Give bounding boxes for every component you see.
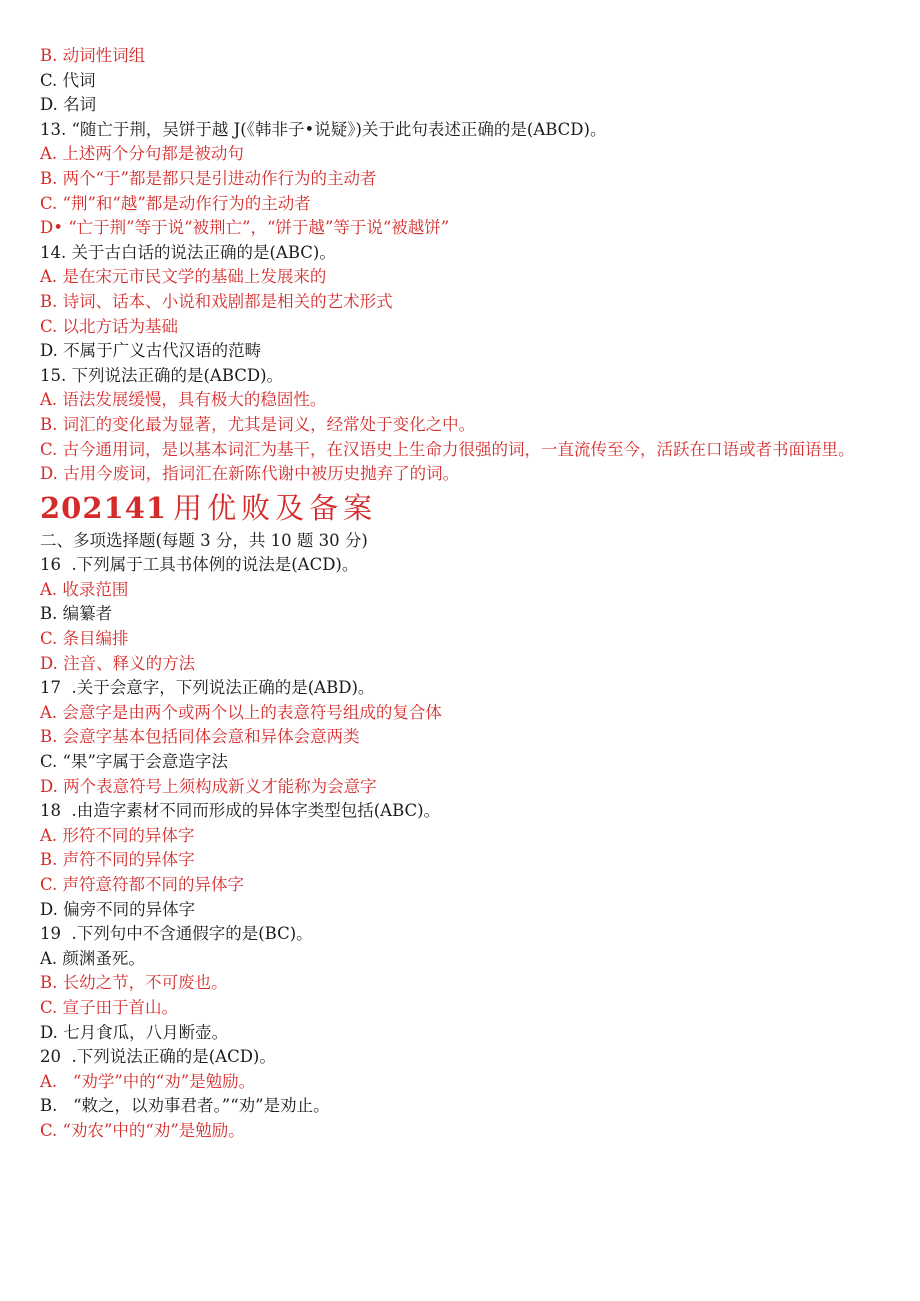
answer-option-line: D. 注音、释义的方法 bbox=[40, 653, 196, 673]
question-text-line: B. 编纂者 bbox=[40, 604, 113, 624]
question-text-line: 16 .下列属于工具书体例的说法是(ACD)。 bbox=[40, 555, 359, 575]
question-text-line: 14. 关于古白话的说法正确的是(ABC)。 bbox=[40, 242, 336, 262]
answer-option-line: B. 词汇的变化最为显著，尤其是词义，经常处于变化之中。 bbox=[40, 414, 476, 434]
answer-option-line: D. 两个表意符号上须构成新义才能称为会意字 bbox=[40, 776, 377, 796]
heading-number: 202141 bbox=[40, 490, 168, 525]
answer-option-line: C. 以北方话为基础 bbox=[40, 316, 179, 336]
question-text-line: 20 .下列说法正确的是(ACD)。 bbox=[40, 1047, 276, 1067]
answer-option-line: B. 会意字基本包括同体会意和异体会意两类 bbox=[40, 727, 360, 747]
answer-option-line: B. 动词性词组 bbox=[40, 46, 146, 65]
answer-option-line: A. 语法发展缓慢，具有极大的稳固性。 bbox=[40, 390, 327, 410]
answer-option-line: B. 两个“于”都是都只是引进动作行为的主动者 bbox=[40, 168, 377, 188]
answer-option-line: D. 古用今废词，指词汇在新陈代谢中被历史抛弃了的词。 bbox=[40, 464, 460, 484]
question-text-line: D. 名词 bbox=[40, 95, 97, 115]
answer-option-line: B. 长幼之节，不可废也。 bbox=[40, 973, 228, 993]
question-text-line: D. 偏旁不同的异体字 bbox=[40, 899, 196, 919]
question-block-lower bbox=[40, 529, 890, 1144]
question-text-line: 二、多项选择题(每题 3 分，共 10 题 30 分) bbox=[40, 530, 368, 550]
answer-option-line: A. 会意字是由两个或两个以上的表意符号组成的复合体 bbox=[40, 702, 442, 722]
answer-option-line: D• “亡于荆”等于说“被荆亡”，“饼于越”等于说“被越饼” bbox=[40, 218, 450, 238]
question-text-line: 19 .下列句中不含通假字的是(BC)。 bbox=[40, 924, 313, 944]
answer-option-line: C. 声符意符都不同的异体字 bbox=[40, 875, 245, 894]
heading-text: 用优败及备案 bbox=[173, 490, 378, 525]
question-text-line: 18 .由造字素材不同而形成的异体字类型包括(ABC)。 bbox=[40, 801, 441, 821]
answer-option-line: C. “荆”和“越”都是动作行为的主动者 bbox=[40, 193, 311, 213]
question-text-line: 17 .关于会意字，下列说法正确的是(ABD)。 bbox=[40, 678, 375, 698]
question-text-line: B. “敕之，以劝事君者。”“劝”是劝止。 bbox=[40, 1096, 330, 1116]
question-text-line: C. “果”字属于会意造字法 bbox=[40, 752, 228, 772]
section-heading bbox=[40, 489, 890, 529]
question-text-line: C. 代词 bbox=[40, 70, 96, 90]
answer-option-line: A. 是在宋元市民文学的基础上发展来的 bbox=[40, 267, 327, 287]
answer-option-line: C. “劝农”中的“劝”是勉励。 bbox=[40, 1120, 245, 1140]
document-page bbox=[40, 44, 890, 1144]
answer-option-line: B. 声符不同的异体字 bbox=[40, 850, 195, 870]
question-block-upper bbox=[40, 44, 890, 487]
question-text-line: 13. “随亡于荆，吴饼于越 J(《韩非子•说疑》)关于此句表述正确的是(ABCD)。 bbox=[40, 119, 607, 139]
question-text-line: D. 七月食瓜，八月断壶。 bbox=[40, 1022, 229, 1042]
answer-option-line: A. “劝学”中的“劝”是勉励。 bbox=[40, 1071, 256, 1091]
question-text-line: D. 不属于广义古代汉语的范畴 bbox=[40, 341, 262, 361]
answer-option-line: C. 宣子田于首山。 bbox=[40, 997, 179, 1017]
answer-option-line: C. 古今通用词，是以基本词汇为基干，在汉语史上生命力很强的词，一直流传至今，活跃在口语或者书面语里。 bbox=[40, 439, 855, 459]
question-text-line: A. 颜渊蚤死。 bbox=[40, 948, 145, 968]
answer-option-line: B. 诗词、话本、小说和戏剧都是相关的艺术形式 bbox=[40, 291, 393, 311]
answer-option-line: C. 条目编排 bbox=[40, 629, 129, 649]
answer-option-line: A. 收录范围 bbox=[40, 579, 129, 599]
answer-option-line: A. 上述两个分句都是被动句 bbox=[40, 144, 244, 164]
question-text-line: 15. 下列说法正确的是(ABCD)。 bbox=[40, 365, 284, 385]
answer-option-line: A. 形符不同的异体字 bbox=[40, 825, 195, 845]
